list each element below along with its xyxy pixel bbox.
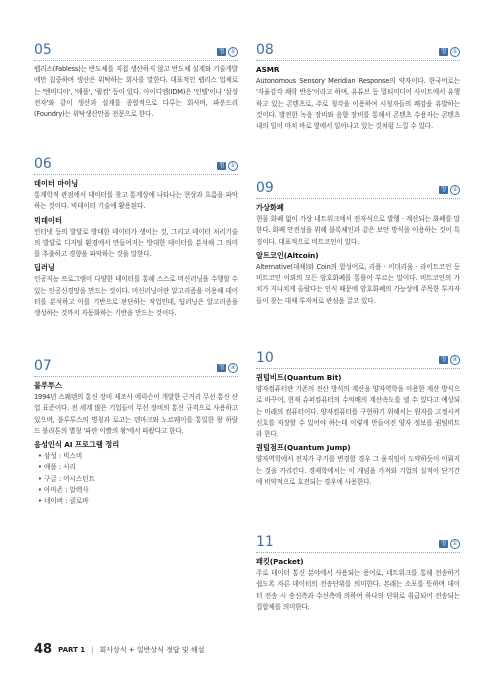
answer-badge [439, 539, 460, 549]
explanation-text: 인터넷 등의 발달로 방대한 데이터가 생이는 것, 그리고 데이터 처리기술의 발달로 디지털 환경에서 만들어지는 방대한 데이터를 분석해 그 의미를 추출하고 경향을 파악하는 것을 말한다. [34, 227, 238, 259]
term-heading: 빅데이터 [34, 215, 62, 225]
explanation-text: 팹리스(Fabless)는 반도체를 직접 생산하지 않고 반도체 설계와 기술개발에만 집중하며 생산은 위탁하는 회사를 말한다. 대표적인 팹리스 업체로는 '엔비디아', '애플', '퀄컴' 등이 있다. 아이디엠(IDM)은 '인텔'이나 '삼성전자'와 같이 생산과 설계를 종합적으로 다루는 회사며, 파운드리(Foundry)는 위탁생산만을 전문으로 한다. [34, 65, 238, 119]
explanation-text: 통계학적 관점에서 데이터를 찾고 통계상에 나타나는 현상과 흐름을 파악하는 것이다. 빅데이터 기술에 활용된다. [34, 191, 238, 211]
answer-badge [439, 355, 460, 365]
page-number: 48 [34, 642, 53, 657]
doc-icon: 정 [218, 162, 225, 169]
term-heading: 알트코인(Altcoin) [256, 250, 319, 260]
explanation-text: 양자역학에서 전자가 주기를 변경할 경우 그 움직임이 도약하듯이 이뤄지는 것을 가리킨다. 경제학에서는 이 개념을 가져와 기업의 실적이 단기간에 비약적으로 호전되는 경우에 사용한다. [256, 455, 460, 487]
entry-header [34, 154, 238, 175]
entry-10 [256, 348, 460, 488]
list-item: • 삼성 : 빅스비 [38, 452, 83, 461]
entry-header [34, 40, 238, 61]
page-footer [34, 642, 204, 657]
question-number: 05 [34, 42, 52, 58]
entry-11 [256, 532, 460, 613]
term-heading: 퀀텀점프(Quantum Jump) [256, 443, 351, 453]
term-heading: 퀀텀비트(Quantum Bit) [256, 373, 342, 382]
list-item: • 아마존 : 알렉사 [38, 486, 89, 495]
doc-icon: 정 [440, 356, 447, 363]
answer-choice: ① [228, 47, 238, 57]
explanation-text: 양자컴퓨터란 기존의 전산 방식의 계산을 양자역학을 이용한 계산 방식으로 바꾸어, 현재 슈퍼컴퓨터의 수억배의 계산속도를 낼 수 있다고 예상되는 미래의 컴퓨터이다. 양자컴퓨터를 구현하기 위해서는 원자를 고정시켜 신호를 저장할 수 있어야 하는데 이렇게 만들어진 양자 정보를 퀀텀비트라 한다. [256, 385, 460, 439]
answer-choice: ① [450, 47, 460, 57]
term-heading: 블루투스 [34, 381, 62, 390]
doc-icon: 정 [440, 540, 447, 547]
entry-header [256, 348, 460, 369]
entry-06 [34, 154, 238, 320]
term-heading: 패킷(Packet) [256, 557, 304, 566]
footer-title: 회사상식 + 일반상식 정답 및 해설 [99, 645, 205, 654]
question-number: 11 [256, 534, 274, 550]
entry-header [256, 178, 460, 199]
doc-icon: 정 [218, 48, 225, 55]
explanation-text: 인공지능 프로그램이 다양한 데이터를 통해 스스로 머신러닝을 수행할 수 있는 인공신경망을 만드는 것이다. 머신러닝이란 알고리즘을 이용해 데이터를 분석하고 이를 기반으로 판단하는 작업인데, 딥러닝은 알고리즘을 생성하는 것까지 자동화하는 기반을 만드는 것이다. [34, 275, 238, 318]
footer-separator: | [91, 645, 94, 654]
answer-choice: ② [450, 185, 460, 195]
answer-badge [439, 185, 460, 195]
doc-icon: 정 [440, 186, 447, 193]
answer-choice: ④ [228, 363, 238, 373]
question-number: 06 [34, 156, 52, 172]
explanation-text: Autonomous Sensory Meridian Response의 약자이다. 한국어로는 '자율감각 쾌락 반응'이라고 하며, 유튜브 등 멀티미디어 사이트에서 유행하고 있는 콘텐츠로, 주로 청각을 이용하여 시청자들의 쾌감을 유발하는 것이다. 발전한 녹음 장비와 음향 장비를 통해서 콘텐츠 수용자는 콘텐츠 내의 일이 마치 바로 옆에서 일어나고 있는 것처럼 느낄 수 있다. [256, 77, 460, 131]
explanation-text: 현물 화폐 없이 가상 네트워크에서 전자식으로 발행 · 계산되는 화폐를 말한다. 화폐 안전성을 위해 블록체인과 같은 보안 방식을 이용하는 것이 특징이다. 대표적으로 비트코인이 있다. [256, 215, 460, 246]
term-heading: 가상화폐 [256, 203, 284, 212]
entry-header [256, 532, 460, 553]
entry-header [256, 40, 460, 61]
doc-icon: 정 [218, 364, 225, 371]
answer-badge [217, 161, 238, 171]
ai-program-list [34, 451, 238, 507]
term-heading: 딥러닝 [34, 263, 55, 273]
term-heading: 데이터 마이닝 [34, 179, 79, 188]
list-item: • 애플 : 시리 [38, 463, 76, 472]
entry-07 [34, 356, 238, 508]
entry-05 [34, 40, 238, 120]
part-label: PART 1 [58, 645, 86, 654]
explanation-text: 1994년 스웨덴의 통신 장비 제조사 에릭슨이 개발한 근거리 무선 통신 산업 표준이다. 전 세계 많은 기업들이 무선 장비의 통신 규격으로 사용하고 있으며, 블루투스의 명칭과 로고는 덴마크와 노르웨이를 통일한 왕 하랄드 블라톤의 별칭 '파란 이빨의 왕'에서 따왔다고 한다. [34, 393, 238, 435]
entry-header [34, 356, 238, 377]
doc-icon: 정 [440, 48, 447, 55]
answer-choice: ① [450, 539, 460, 549]
question-number: 09 [256, 180, 274, 196]
answer-badge [217, 47, 238, 57]
answer-choice: ① [228, 161, 238, 171]
list-item: • 네이버 : 클로바 [38, 497, 89, 506]
question-number: 07 [34, 358, 52, 374]
term-heading: 음성인식 AI 프로그램 정리 [34, 440, 120, 450]
question-number: 08 [256, 42, 274, 58]
list-item: • 구글 : 어시스턴트 [38, 474, 95, 483]
answer-choice: ④ [450, 355, 460, 365]
answer-badge [217, 363, 238, 373]
explanation-text: Alternative(대체)와 Coin의 합성어로, 리플 · 이더리움 · 라이트코인 등 비트코인 이외의 모든 암호화폐를 통틀어 부르는 말이다. 비트코인의 가치가 지나치게 올랐다는 인식 때문에 암호화폐의 가능성에 주목한 투자자들이 찾는 대체 투자처로 관심을 끌고 있다. [256, 262, 460, 305]
entry-09 [256, 178, 460, 307]
explanation-text: 주로 데이터 통신 분야에서 사용되는 용어로, 네트워크를 통해 전송하기 쉽도록 자른 데이터의 전송단위를 의미한다. 본래는 소포를 뜻하며 데이터 전송 시 송신측과 수신측에 의하여 하나의 단위로 취급되어 전송되는 집합체를 의미한다. [256, 569, 460, 611]
answer-badge [439, 47, 460, 57]
term-heading: ASMR [256, 65, 280, 74]
question-number: 10 [256, 350, 274, 366]
entry-08 [256, 40, 460, 132]
